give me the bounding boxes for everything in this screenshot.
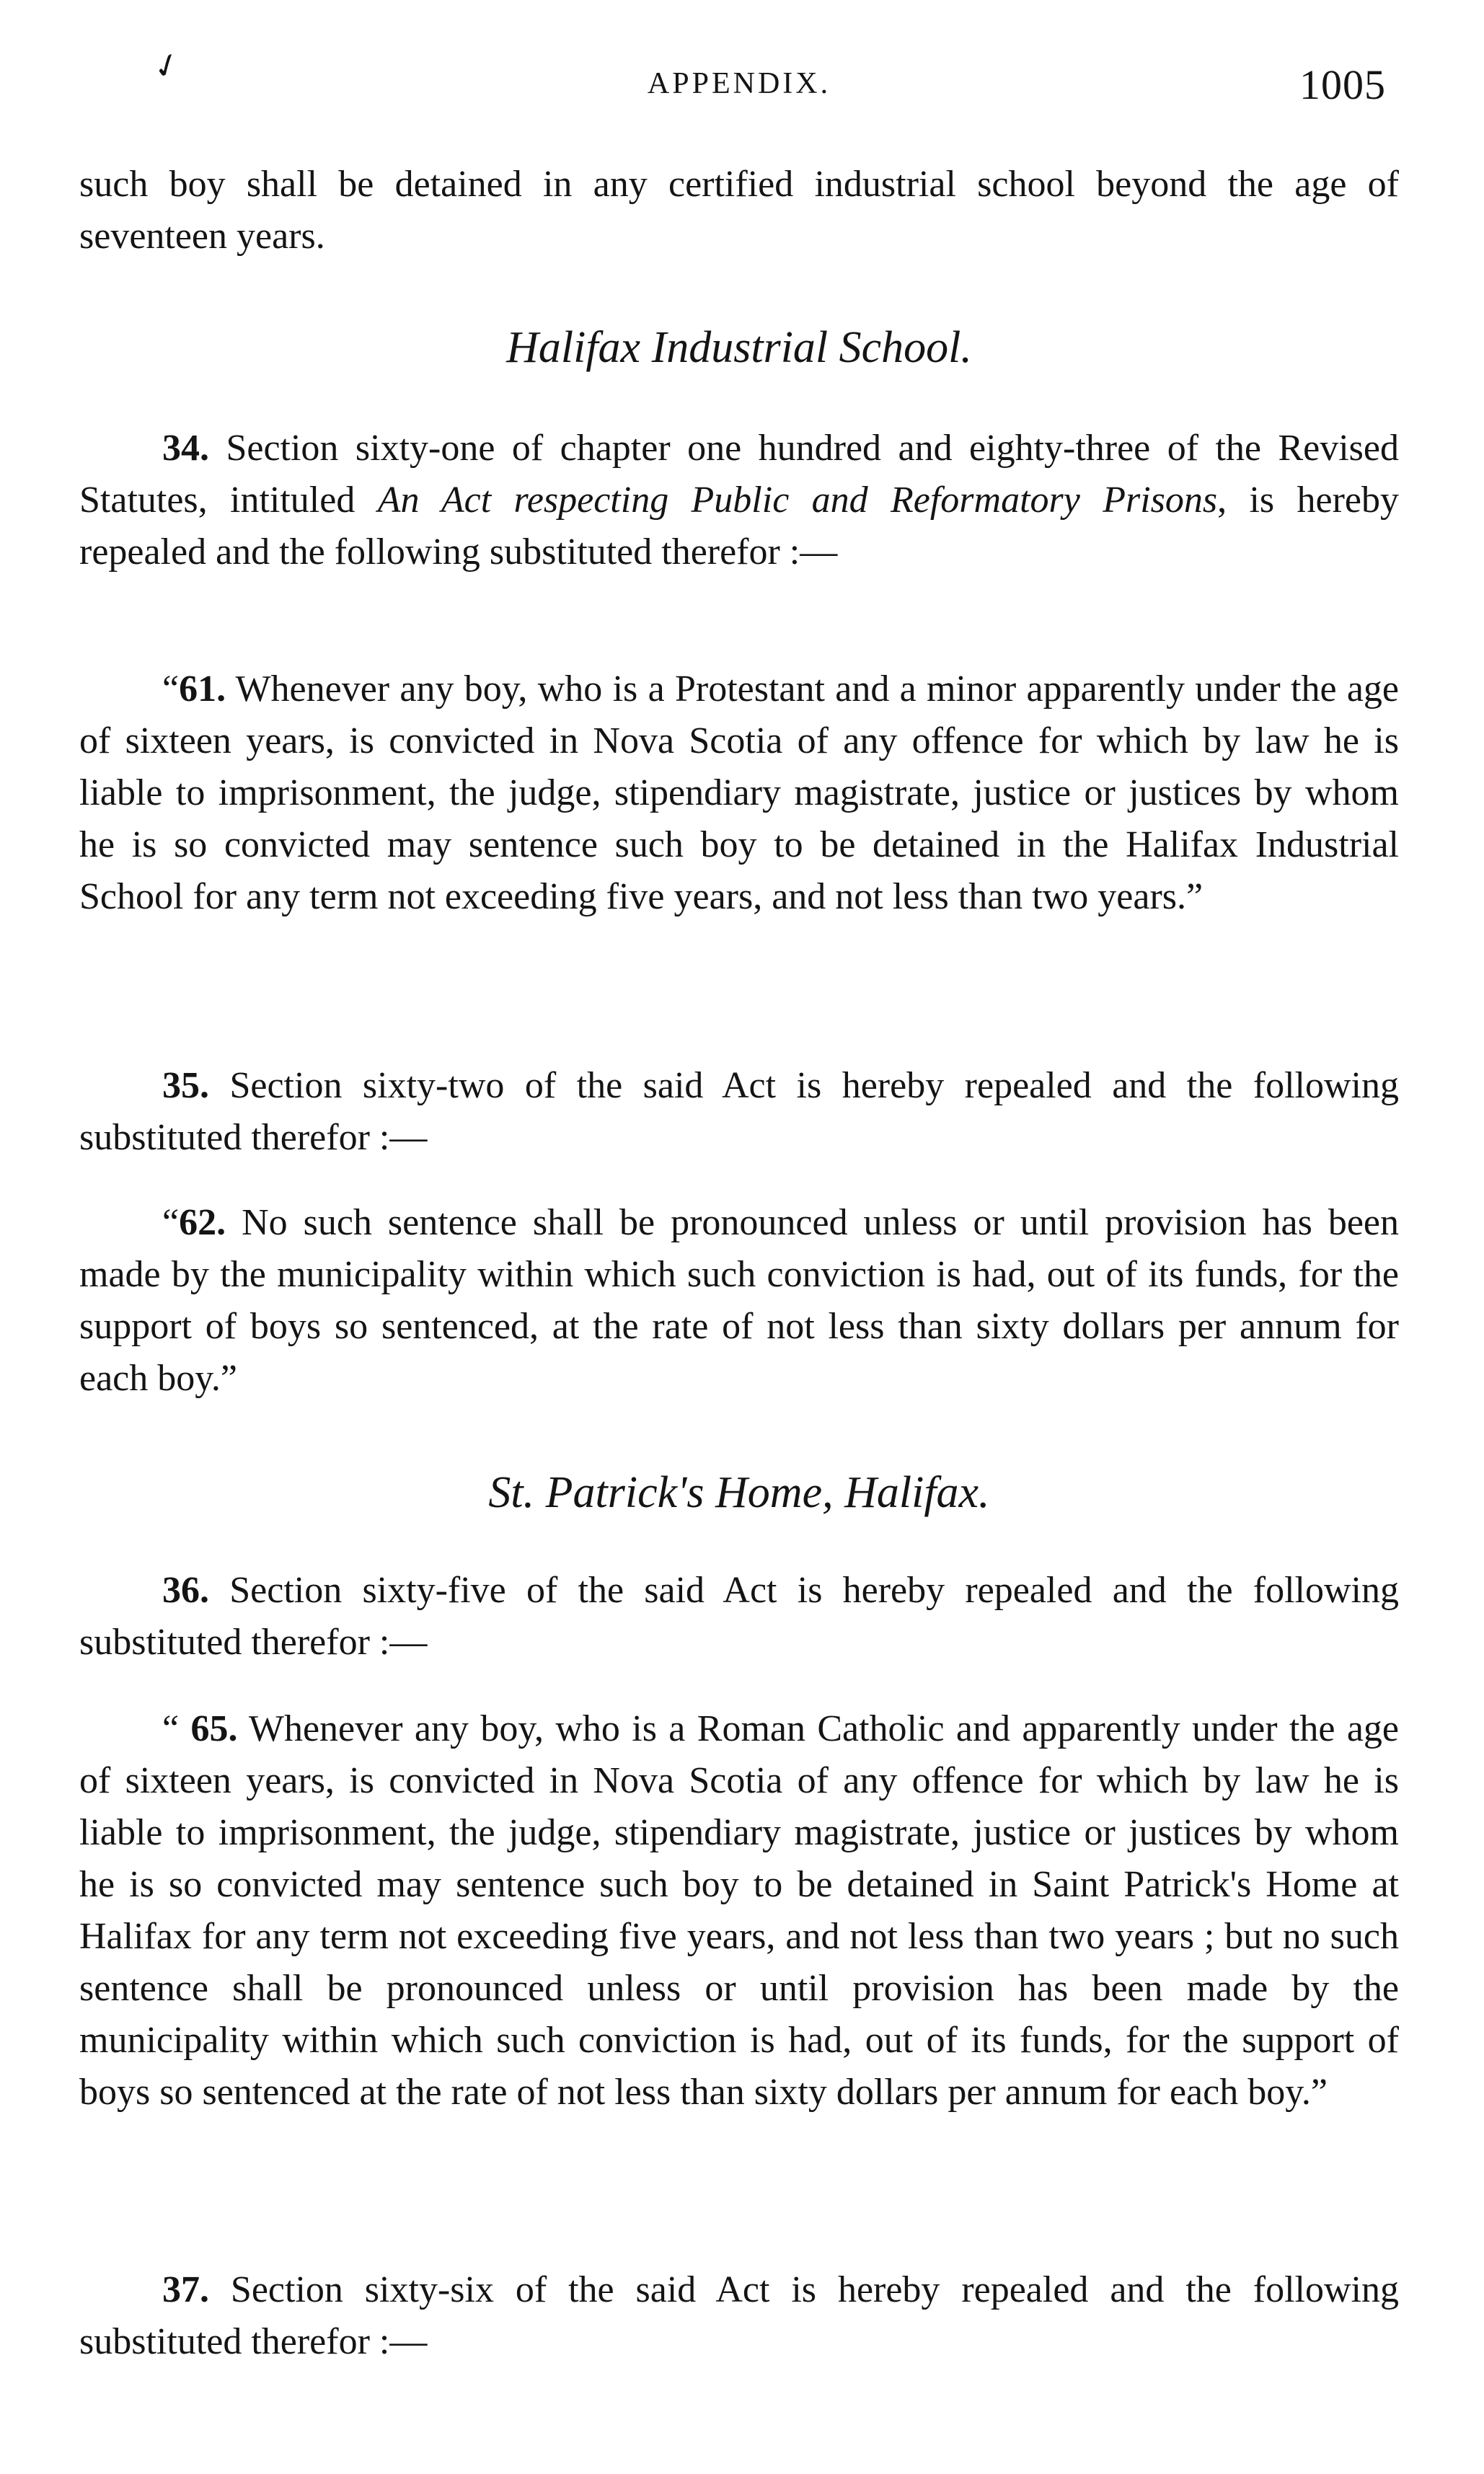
section-34-paragraph [79, 423, 1399, 578]
section-35-paragraph [79, 1060, 1399, 1164]
section-text: Whenever any boy, who is a Protestant and a minor apparently under the age of sixteen years, is convicted in Nova Scotia of any offence for which by law he is liable to imprisonment, the judge, stipendiary magistrate, justice or justices by whom he is so convicted may sentence such boy to be detained in the Halifax Industrial School for any term not exceeding five years, and not less than two years.” [79, 668, 1399, 917]
section-number: 62. [179, 1202, 226, 1243]
section-36-paragraph [79, 1565, 1399, 1669]
open-quote: “ [162, 668, 180, 710]
check-mark-icon: ✓ [147, 43, 187, 89]
section-number: 34. [162, 428, 209, 469]
header-title: APPENDIX. [647, 67, 831, 100]
running-header [79, 61, 1399, 111]
open-quote: “ [162, 1202, 180, 1243]
section-61-paragraph [79, 663, 1399, 923]
section-number: 61. [179, 668, 226, 710]
section-text: , is hereby repealed and the following substituted therefor :— [79, 480, 1399, 573]
section-text: Whenever any boy, who is a Roman Catholic and apparently under the age of sixteen years, is convicted in Nova Scotia of any offence for which by law he is liable to imprisonment, the judge, stipendiary magistrate, justice or justices by whom he is so convicted may sentence such boy to be detained in Saint Patrick's Home at Halifax for any term not exceeding five years, and not less than two years ; but no such sentence shall be pronounced unless or until provision has been made by the municipality within which such conviction is had, out of its funds, for the support of boys so sentenced at the rate of not less than sixty dollars per annum for each boy.” [79, 1708, 1399, 2113]
section-number: 37. [162, 2269, 209, 2310]
page-number: 1005 [1299, 61, 1386, 108]
section-37-paragraph [79, 2264, 1399, 2368]
carryover-paragraph: such boy shall be detained in any certified industrial school beyond the age of seventeen years. [79, 164, 1399, 257]
open-quote: “ [162, 1708, 191, 1749]
section-62-paragraph [79, 1197, 1399, 1405]
section-text: Section sixty-five of the said Act is hereby repealed and the following substituted therefor :— [79, 1570, 1399, 1663]
section-text: Section sixty-one of chapter one hundred and eighty-three of the Revised Statutes, intituled [79, 428, 1399, 521]
section-text: Section sixty-two of the said Act is hereby repealed and the following substituted therefor :— [79, 1065, 1399, 1158]
section-number: 36. [162, 1570, 209, 1611]
section-heading-st-patricks-home: St. Patrick's Home, Halifax. [488, 1468, 990, 1517]
section-text: No such sentence shall be pronounced unless or until provision has been made by the municipality within which such conviction is had, out of its funds, for the support of boys so sentenced, at the rate of not less than sixty dollars per annum for each boy.” [79, 1202, 1399, 1399]
section-text: Section sixty-six of the said Act is hereby repealed and the following substituted therefor :— [79, 2269, 1399, 2362]
section-number: 35. [162, 1065, 209, 1106]
section-heading-halifax-industrial-school: Halifax Industrial School. [506, 323, 972, 372]
section-65-paragraph [79, 1703, 1399, 2119]
act-title: An Act respecting Public and Reformatory Prisons [377, 480, 1218, 521]
section-number: 65. [190, 1708, 238, 1749]
